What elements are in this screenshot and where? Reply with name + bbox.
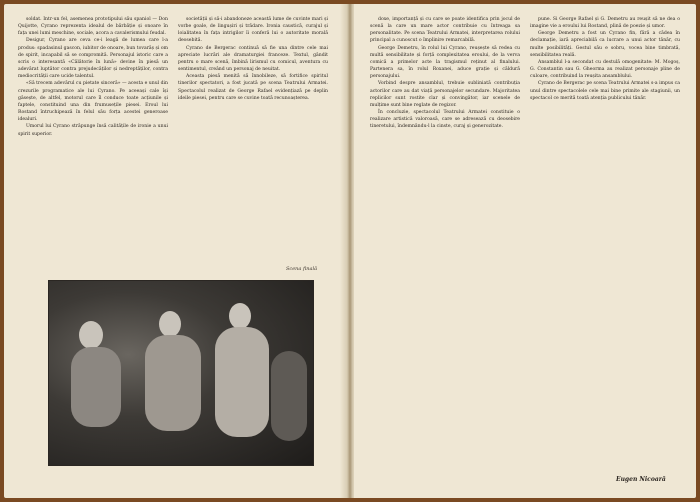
figure-head xyxy=(159,311,181,337)
paragraph: În concluzie, spectacolul Teatrului Armatei constituie o realizare artistică valoroasă, care se adresează cu deosebire tineretului, îndemnându-l la cinste, curaj și generozitate. xyxy=(370,110,520,130)
left-page xyxy=(4,4,346,498)
figure-head xyxy=(229,303,251,329)
figure-head xyxy=(79,321,103,349)
paragraph: Umorul lui Cyrano străpunge însă calitățile de ironie a unui spirit superior. xyxy=(18,124,168,137)
paragraph: Ansamblul l-a secondat cu destulă omogenitate: M. Mogoș, G. Constantin sau G. Gheorma au realizat personaje pline de culoare, contribuind la reușita ansamblului. xyxy=(530,59,680,80)
figure-body xyxy=(145,335,201,431)
photo-caption: Scena finală xyxy=(286,266,318,272)
paragraph: pune. Si George Rafael și G. Demetru au reușit să ne dea o imagine vie a eroului lui Rostand, plină de poezie și umor. xyxy=(530,17,680,30)
paragraph: doxe, importanță și cu care se poate identifica prin jocul de scenă la care un mare actor contribuie cu întreaga sa personalitate. Pe scena Teatrului Armatei, interpretarea rolului principal a cunoscut o împlinire remarcabilă. xyxy=(370,17,520,44)
paragraph: Aceasta piesă menită să înnobileze, să fortifice spiritul tinerilor spectatori, a fost jucată pe scena Teatrului Armatei. Spectacolul realizat de George Rafael evidențiază pe deplin ideile piesei, pentru care se cuvine toată recunoașterea. xyxy=(178,74,328,101)
paragraph: soldat. Intr-un fel, asemenea prototipului său spaniol — Don Quijotte, Cyrano reprezenta idealul de bărbăție și onoare în fața unei lumi meschine, sociale, acora a cavalerismului feudal. xyxy=(18,17,168,37)
paragraph: George Demetru a fost un Cyrano fin, fără a cădea în declamație, iară apreciabilă ca lucrare a unui actor tânăr, cu multe posibilități. Gestul său e sobru, vocea bine timbrată, sensibilitatea reală. xyxy=(530,31,680,58)
author-signature: Eugen Nicoară xyxy=(616,476,666,483)
paragraph: Vorbind despre ansamblul, trebuie subliniată contribuția actorilor care au dat viață personajelor secundare. Majoritatea replicilor sunt rostite clar și convingător, iar scenele de mulțime sunt bine reglate de regizor. xyxy=(370,81,520,108)
paragraph: George Demetru, în rolul lui Cyrano, reușește să redea cu multă sensibilitate și forță complexitatea eroului, de la verva comică a primelor acte la tragismul reținut al finalului. Partenera sa, în rolul Roxanei, aduce grație și căldură personajului. xyxy=(370,45,520,80)
paragraph: «Să trecem adevărul cu pietate sinceră» — acesta e unul din crezurile programatice ale lui Cyrano. Pe aceeași cale își găsește, de altfel, motorul care îl conduce toate acțiunile și faptele, constituind una din frumusețile piesei. Eroul lui Rostand întruchipează în felul său forța acestei generoase idealuri. xyxy=(18,81,168,123)
right-page-column-1 xyxy=(370,16,520,474)
figure-body xyxy=(271,351,307,441)
figure-body xyxy=(71,347,121,427)
left-page-column-2 xyxy=(178,16,328,254)
figure-body xyxy=(215,327,269,437)
right-page-column-2 xyxy=(530,16,680,464)
right-page xyxy=(354,4,696,498)
scene-photo xyxy=(48,280,314,466)
paragraph: Desigur, Cyrano are ceva ce-i leagă de lumea care l-a produs: spadasinul gascon, iubitor de onoare, bun tovarăș și om de spirit, incapabil să se compromită. Personajul istoric care a scris o interesantă «Călătorie în lună» devine în piesă un adevărat luptător contra prejudecăților și nedreptăților, contra mediocrității care ucide talentul. xyxy=(18,38,168,80)
left-page-column-1 xyxy=(18,16,168,254)
paragraph: Cyrano de Bergerac continuă să fie una dintre cele mai apreciate lucrări ale dramaturgiei franceze. Textul, gândit pentru o mare scenă, îmbină lirismul cu comicul, aventura cu sentimentul, creând un personaj de neuitat. xyxy=(178,45,328,73)
paragraph: societății și să-i abandoneze această lume de cuvinte mari și vorbe goale, de lingușiri și trădare. Ironia caustică, curajul și loialitatea în fața intrigilor îi conferă lui o autoritate morală deosebită. xyxy=(178,17,328,44)
paragraph: Cyrano de Bergerac pe scena Teatrului Armatei s-a impus ca unul dintre spectacolele cele mai bine primite ale stagiunii, un spectacol ce merită toată atenția publicului tânăr. xyxy=(530,81,680,101)
